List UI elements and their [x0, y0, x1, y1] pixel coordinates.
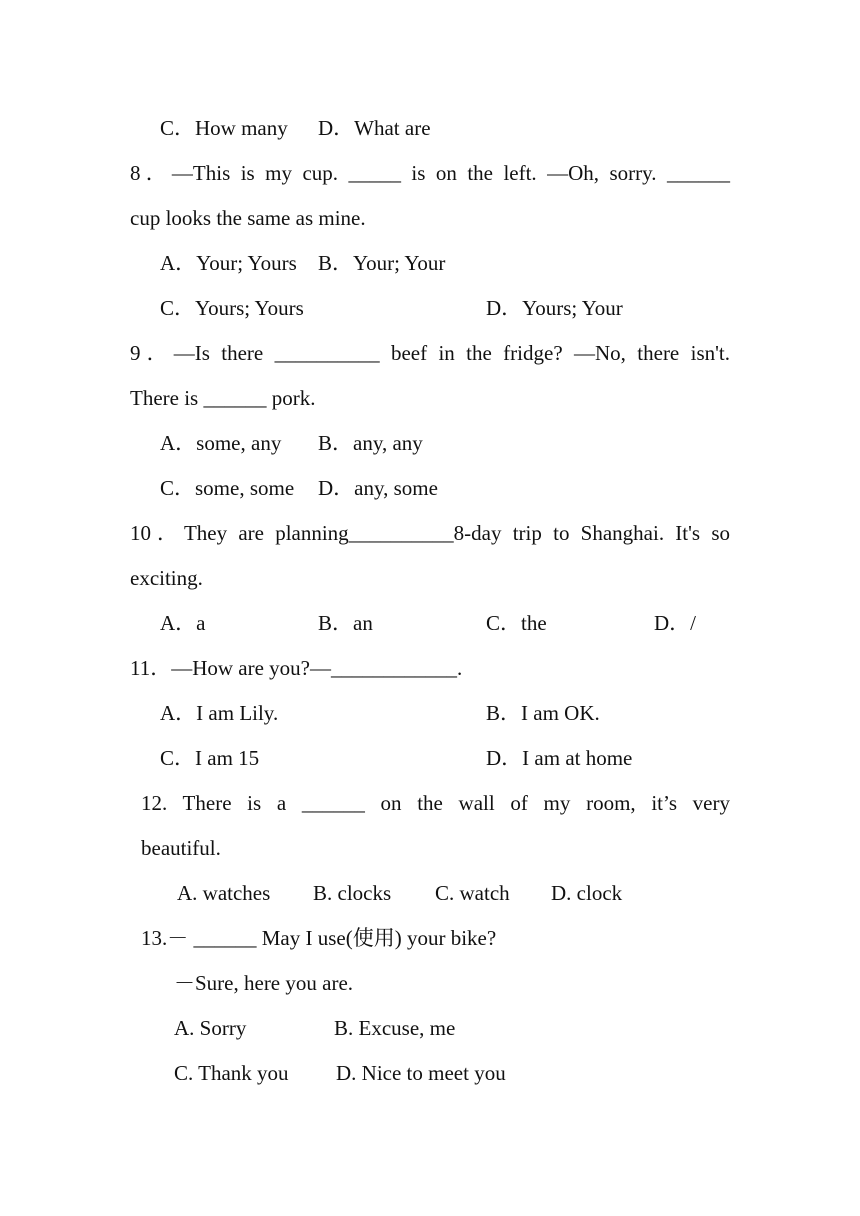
q11-option-b: B．I am OK.: [486, 701, 600, 725]
q10-option-d: D．/: [654, 611, 696, 635]
q9-option-d: D．any, some: [318, 476, 438, 500]
q11-option-c: C．I am 15: [160, 746, 260, 770]
q13-stem: 13.－ ______ May I use(使用) your bike?: [141, 926, 497, 950]
q9-option-a: A．some, any: [160, 431, 282, 455]
q8-option-b: B．Your; Your: [318, 251, 446, 275]
q11-option-d: D．I am at home: [486, 746, 633, 770]
q7-option-c: C．How many: [160, 116, 288, 140]
q10-option-a: A．a: [160, 611, 206, 635]
q13-option-c: C. Thank you: [174, 1061, 289, 1085]
q9-stem-line1: 9．—Is there __________ beef in the fridge? —No, there isn't.: [130, 341, 730, 365]
q13-response: －Sure, here you are.: [174, 971, 354, 995]
q8-option-d: D．Yours; Your: [486, 296, 623, 320]
q9-option-c: C．some, some: [160, 476, 295, 500]
q13-option-d: D. Nice to meet you: [336, 1061, 506, 1085]
q12-option-d: D. clock: [551, 881, 623, 905]
q10-stem-line1: 10．They are planning__________8-day trip to Shanghai. It's so: [130, 521, 730, 545]
q8-option-a: A．Your; Yours: [160, 251, 297, 275]
q12-option-a: A. watches: [177, 881, 271, 905]
q11-option-a: A．I am Lily.: [160, 701, 279, 725]
q12-stem-line2: beautiful.: [141, 836, 221, 860]
q13-option-a: A. Sorry: [174, 1016, 247, 1040]
q12-option-b: B. clocks: [313, 881, 392, 905]
q9-stem-line2: There is ______ pork.: [130, 386, 316, 410]
q8-option-c: C．Yours; Yours: [160, 296, 304, 320]
q12-stem-line1: 12. There is a ______ on the wall of my room, it’s very: [141, 791, 730, 815]
q8-stem-line2: cup looks the same as mine.: [130, 206, 366, 230]
q12-option-c: C. watch: [435, 881, 510, 905]
q10-option-c: C．the: [486, 611, 547, 635]
q13-option-b: B. Excuse, me: [334, 1016, 456, 1040]
q11-stem: 11．—How are you?—____________.: [130, 656, 463, 680]
q9-option-b: B．any, any: [318, 431, 423, 455]
q8-stem-line1: 8．—This is my cup. _____ is on the left. —Oh, sorry. ______: [130, 161, 730, 185]
q7-option-d: D．What are: [318, 116, 431, 140]
q10-option-b: B．an: [318, 611, 373, 635]
q10-stem-line2: exciting.: [130, 566, 203, 590]
